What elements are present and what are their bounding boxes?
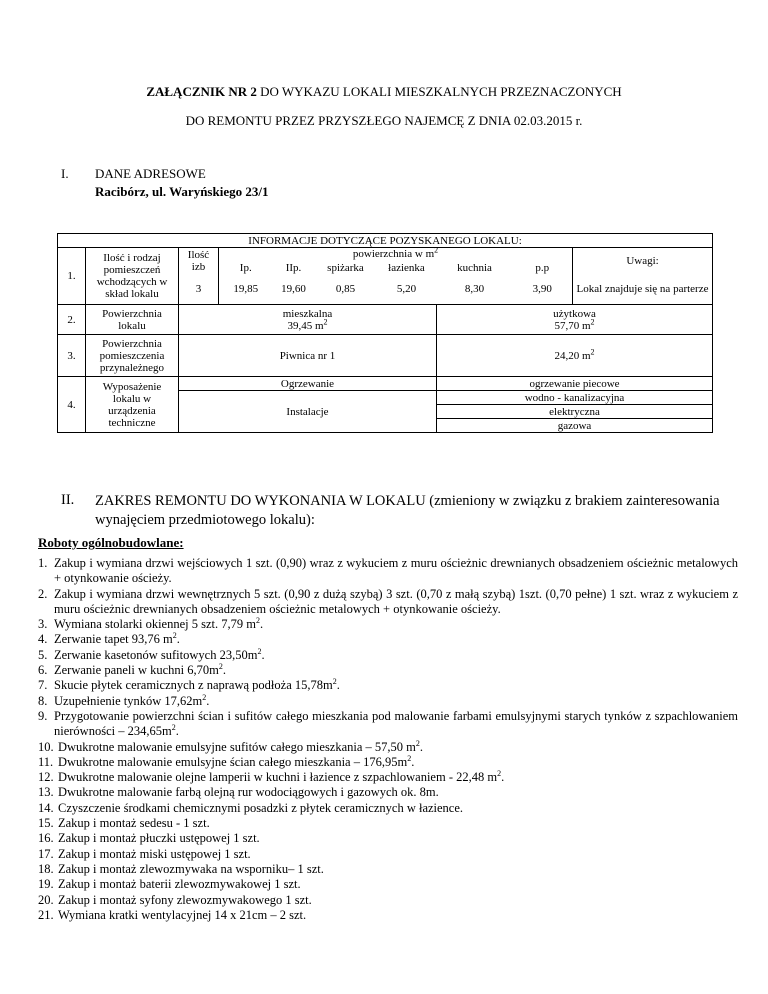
item-text: Dwukrotne malowanie olejne lamperii w kuchni i łazience z szpachlowaniem - 22,48 m — [58, 770, 498, 785]
item-number: 15. — [38, 816, 54, 831]
usable-area-sup: 2 — [590, 316, 595, 326]
item-text: Zakup i montaż miski ustępowej 1 szt. — [58, 846, 251, 861]
section-2-number: II. — [61, 492, 75, 508]
works-list-item — [38, 663, 738, 678]
item-number: 14. — [38, 800, 54, 815]
item-number: 1. — [38, 556, 48, 570]
works-list-item — [38, 617, 738, 632]
installation-item: wodno - kanalizacyjna — [437, 391, 713, 405]
item-text: Zakup i montaż syfony zlewozmywakowego 1 szt. — [58, 892, 312, 907]
row-4-number: 4. — [58, 377, 86, 433]
works-list-item — [38, 587, 738, 618]
basement-area — [437, 335, 713, 377]
col-kitchen: kuchnia — [457, 261, 492, 274]
works-list — [38, 556, 738, 923]
heating-label: Ogrzewanie — [179, 377, 437, 391]
col-ip: Ip. — [239, 261, 252, 274]
living-area-value-wrap — [181, 316, 434, 332]
item-tail: . — [222, 663, 227, 678]
item-tail: . — [501, 770, 505, 785]
row-2-number: 2. — [58, 305, 86, 335]
item-number: 20. — [38, 892, 54, 907]
annex-label: ZAŁĄCZNIK NR 2 — [146, 84, 257, 99]
area-header-text: powierzchnia w m — [352, 248, 435, 261]
header-line-1 — [0, 84, 768, 100]
row-1-number: 1. — [58, 248, 86, 305]
section-2-title: ZAKRES REMONTU DO WYKONANIA W LOKALU (zmieniony w związku z brakiem zainteresowania wynajęciem przedmiotowego lokalu): — [95, 493, 720, 528]
item-text: Zakup i montaż płuczki ustępowej 1 szt. — [58, 831, 260, 846]
item-number: 17. — [38, 846, 54, 861]
works-list-item — [38, 770, 738, 785]
item-tail: . — [411, 754, 415, 769]
item-sup: 2 — [171, 723, 176, 733]
works-list-item — [38, 785, 738, 800]
item-number: 7. — [38, 678, 48, 693]
works-heading: Roboty ogólnobudowlane: — [38, 535, 184, 550]
item-tail: . — [261, 647, 265, 662]
item-text: Zakup i montaż zlewozmywaka na wsporniku– 1 szt. — [58, 861, 324, 876]
item-sup: 2 — [218, 661, 223, 671]
item-text: Dwukrotne malowanie emulsyjne ścian całego mieszkania – 176,95m — [58, 754, 408, 769]
item-text: Wymiana stolarki okiennej 5 szt. 7,79 m — [54, 617, 256, 632]
item-text: Skucie płytek ceramicznych z naprawą podłoża 15,78m — [54, 678, 333, 693]
item-number: 21. — [38, 907, 54, 922]
col-bathroom: łazienka — [388, 261, 425, 274]
works-list-item — [38, 556, 738, 587]
value-pantry: 0,85 — [315, 275, 377, 305]
item-sup: 2 — [332, 677, 337, 687]
usable-area-value: 57,70 m — [554, 319, 591, 332]
item-number: 16. — [38, 831, 54, 846]
value-bathroom: 5,20 — [377, 275, 437, 305]
item-sup: 2 — [172, 631, 177, 641]
item-text: Zerwanie kasetonów sufitowych 23,50m — [54, 647, 258, 662]
value-kitchen: 8,30 — [437, 275, 513, 305]
item-tail: . — [336, 678, 340, 693]
living-area — [179, 305, 437, 335]
value-pp: 3,90 — [513, 275, 573, 305]
item-text: Zerwanie tapet 93,76 m — [54, 632, 173, 647]
item-number: 10. — [38, 739, 54, 754]
works-list-item — [38, 801, 738, 816]
item-number: 18. — [38, 861, 54, 876]
item-number: 12. — [38, 770, 54, 785]
installation-item: gazowa — [437, 419, 713, 433]
basement-area-value: 24,20 m — [554, 349, 591, 362]
works-list-item — [38, 648, 738, 663]
usable-area — [437, 305, 713, 335]
value-iip: 19,60 — [273, 275, 315, 305]
usable-area-label: użytkowa — [553, 307, 596, 320]
works-list-item — [38, 816, 738, 831]
premises-info-table — [57, 233, 713, 433]
item-text: Zakup i wymiana drzwi wewnętrznych 5 szt. (0,90 z dużą szybą) 3 szt. (0,70 z małą szybą) 1szt. (0,70 pełne) 1 szt. wraz z wykuciem z muru ościeżnic drewnianych obsadzeniem ościeżnic metalowych + otynkowanie ościeży. — [54, 586, 738, 616]
col-pp: p.p — [535, 261, 550, 274]
row-4-label: Wyposażenie lokalu w urządzenia techniczne — [86, 377, 179, 433]
item-tail: . — [175, 724, 179, 739]
item-number: 3. — [38, 617, 48, 632]
value-ip: 19,85 — [219, 275, 273, 305]
row-3-number: 3. — [58, 335, 86, 377]
header-line-2: DO REMONTU PRZEZ PRZYSZŁEGO NAJEMCĘ Z DNIA 02.03.2015 r. — [185, 113, 583, 128]
row-3-label: Powierzchnia pomieszczenia przynależnego — [86, 335, 179, 377]
item-text: Zerwanie paneli w kuchni 6,70m — [54, 663, 219, 678]
col-iip: IIp. — [285, 261, 302, 274]
works-list-item — [38, 847, 738, 862]
row-2-label: Powierzchnia lokalu — [86, 305, 179, 335]
address: Racibórz, ul. Waryńskiego 23/1 — [95, 184, 269, 199]
item-number: 2. — [38, 586, 48, 601]
installations-label: Instalacje — [179, 391, 437, 433]
item-text: Dwukrotne malowanie farbą olejną rur wodociągowych i gazowych ok. 8m. — [58, 785, 439, 800]
basement-area-sup: 2 — [590, 346, 595, 356]
item-text: Zakup i montaż sedesu - 1 szt. — [58, 816, 210, 831]
item-text: Czyszczenie środkami chemicznymi posadzki z płytek ceramicznych w łazience. — [58, 800, 464, 815]
item-text: Uzupełnienie tynków 17,62m — [54, 693, 203, 708]
works-list-item — [38, 831, 738, 846]
item-sup: 2 — [202, 692, 207, 702]
living-area-label: mieszkalna — [282, 307, 333, 320]
item-tail: . — [259, 617, 264, 632]
item-number: 13. — [38, 785, 54, 800]
item-tail: . — [419, 739, 424, 754]
rooms-header: Ilość izb — [179, 248, 219, 275]
item-text: Zakup i wymiana drzwi wejściowych 1 szt. (0,90) wraz z wykuciem z muru ościeżnic drewnianych obsadzeniem ościeżnic metalowych + otynkowanie ościeży. — [54, 556, 738, 586]
item-number: 9. — [38, 708, 48, 723]
item-sup: 2 — [415, 738, 420, 748]
col-pantry: spiżarka — [327, 261, 364, 274]
item-text: Zakup i montaż baterii zlewozmywakowej 1 szt. — [58, 877, 301, 892]
works-list-item — [38, 755, 738, 770]
works-list-item — [38, 709, 738, 740]
section-1-title: DANE ADRESOWE — [95, 166, 206, 181]
remarks-header: Uwagi: — [573, 248, 713, 275]
works-list-item — [38, 740, 738, 755]
heating-value: ogrzewanie piecowe — [437, 377, 713, 391]
table-caption: INFORMACJE DOTYCZĄCE POZYSKANEGO LOKALU: — [58, 234, 713, 248]
item-text: Wymiana kratki wentylacyjnej 14 x 21cm – 2 szt. — [58, 907, 307, 922]
item-sup: 2 — [257, 646, 262, 656]
rooms-value: 3 — [179, 275, 219, 305]
usable-area-value-wrap — [439, 316, 710, 332]
item-text: Dwukrotne malowanie emulsyjne sufitów całego mieszkania – 57,50 m — [58, 739, 416, 754]
basement-room: Piwnica nr 1 — [179, 335, 437, 377]
item-sup: 2 — [407, 753, 412, 763]
item-sup: 2 — [255, 616, 260, 626]
item-number: 8. — [38, 693, 48, 708]
item-tail: . — [206, 693, 210, 708]
works-list-item — [38, 678, 738, 693]
installation-item: elektryczna — [437, 405, 713, 419]
area-header-sup: 2 — [434, 245, 439, 255]
works-list-item — [38, 862, 738, 877]
header-line-1-rest: DO WYKAZU LOKALI MIESZKALNYCH PRZEZNACZONYCH — [256, 84, 622, 99]
works-list-item — [38, 893, 738, 908]
item-sup: 2 — [497, 769, 502, 778]
item-number: 19. — [38, 877, 54, 892]
row-1-label: Ilość i rodzaj pomieszczeń wchodzących w skład lokalu — [86, 248, 179, 305]
living-area-value: 39,45 m — [287, 319, 324, 332]
item-number: 6. — [38, 663, 48, 678]
item-number: 4. — [38, 632, 48, 647]
item-number: 5. — [38, 647, 48, 662]
works-list-item — [38, 877, 738, 892]
area-header — [219, 245, 573, 261]
item-text: Przygotowanie powierzchni ścian i sufitów całego mieszkania pod malowanie farbami emulsyjnymi starych tynków z szpachlowaniem nierówności – 234,65m — [54, 708, 738, 739]
living-area-sup: 2 — [323, 316, 328, 326]
section-1-number: I. — [61, 166, 69, 181]
item-number: 11. — [38, 754, 54, 769]
works-list-item — [38, 632, 738, 647]
works-list-item — [38, 908, 738, 923]
works-list-item — [38, 694, 738, 709]
remarks-value: Lokal znajduje się na parterze — [573, 275, 713, 305]
item-tail: . — [176, 632, 180, 647]
